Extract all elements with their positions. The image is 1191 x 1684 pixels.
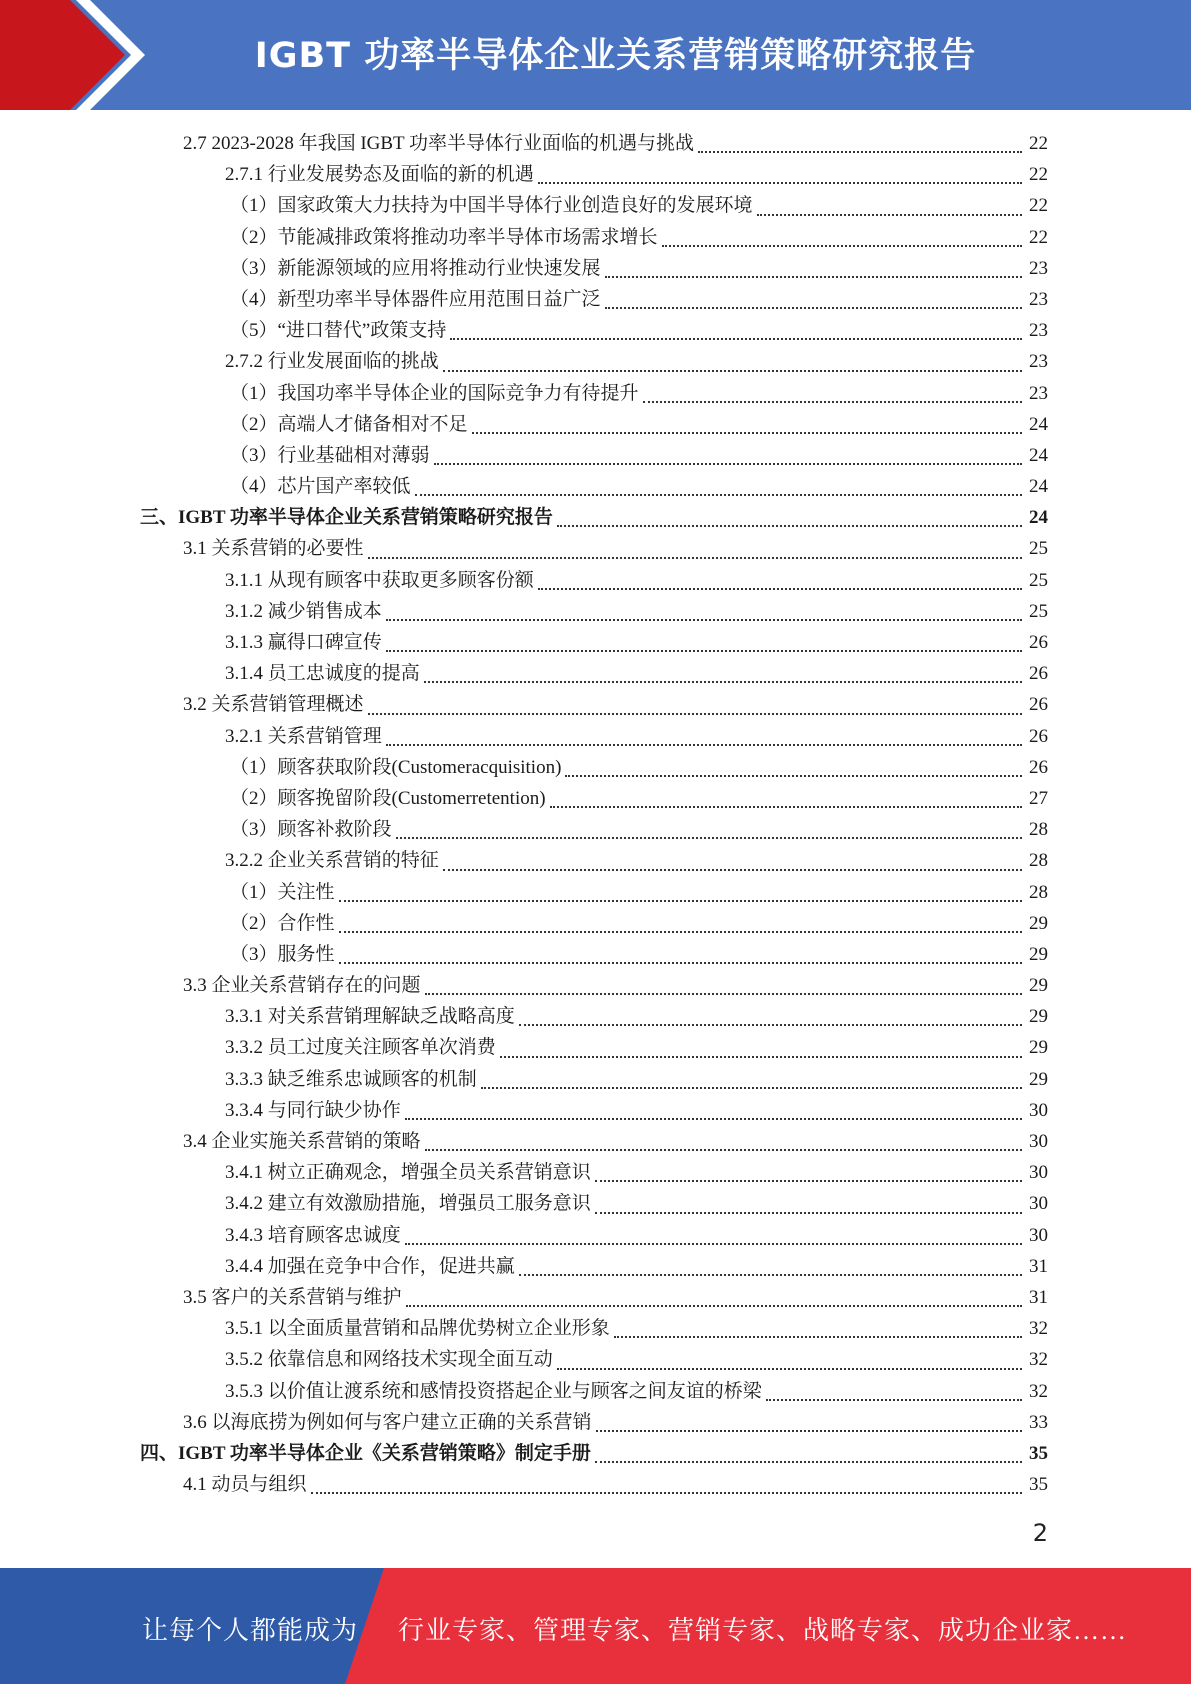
toc-entry-page: 23 (1029, 382, 1048, 404)
toc-dot-leader (557, 525, 1022, 527)
toc-entry-title: 3.3.3 缺乏维系忠诚顾客的机制 (225, 1068, 477, 1090)
toc-entry[interactable] (0, 845, 1191, 876)
toc-entry[interactable] (0, 1032, 1191, 1063)
toc-entry-title: 3.4.3 培育顾客忠诚度 (225, 1224, 401, 1246)
toc-dot-leader (757, 214, 1022, 216)
toc-dot-leader (538, 182, 1022, 184)
toc-dot-leader (368, 713, 1022, 715)
toc-entry[interactable] (0, 128, 1191, 159)
toc-entry-title: 3.1.3 赢得口碑宣传 (225, 632, 382, 653)
toc-entry-page: 26 (1029, 694, 1048, 716)
toc-entry-title: 3.5 客户的关系营销与维护 (183, 1286, 402, 1308)
toc-entry[interactable] (0, 1001, 1191, 1032)
toc-entry-title: （5）“进口替代”政策支持 (230, 320, 447, 342)
toc-dot-leader (698, 151, 1022, 153)
toc-entry[interactable] (0, 1126, 1191, 1157)
toc-entry-page: 27 (1029, 787, 1048, 809)
toc-entry-title: 3.3 企业关系营销存在的问题 (183, 975, 421, 997)
toc-entry-page: 22 (1029, 164, 1048, 186)
toc-entry-title: （1）国家政策大力扶持为中国半导体行业创造良好的发展环境 (230, 195, 753, 217)
toc-entry-title: 3.1.4 员工忠诚度的提高 (225, 663, 420, 685)
toc-entry[interactable] (0, 190, 1191, 221)
toc-dot-leader (386, 744, 1022, 746)
toc-dot-leader (425, 1149, 1022, 1151)
toc-dot-leader (596, 1430, 1022, 1432)
toc-entry-page: 29 (1029, 1037, 1048, 1059)
toc-dot-leader (450, 338, 1022, 340)
toc-entry[interactable] (0, 721, 1191, 752)
toc-dot-leader (405, 1118, 1022, 1120)
toc-entry[interactable] (0, 689, 1191, 720)
toc-entry[interactable] (0, 1157, 1191, 1188)
toc-entry-title: 3.5.2 依靠信息和网络技术实现全面互动 (225, 1349, 553, 1371)
toc-dot-leader (425, 993, 1022, 995)
toc-entry-page: 24 (1029, 444, 1048, 466)
toc-entry-page: 32 (1029, 1318, 1048, 1340)
toc-dot-leader (595, 1212, 1022, 1214)
toc-dot-leader (386, 650, 1022, 652)
toc-entry-page: 24 (1029, 507, 1048, 529)
toc-dot-leader (406, 1305, 1022, 1307)
toc-entry[interactable] (0, 315, 1191, 346)
toc-entry-page: 25 (1029, 569, 1048, 591)
toc-entry-title: 3.3.4 与同行缺少协作 (225, 1099, 401, 1121)
toc-entry[interactable] (0, 627, 1191, 658)
toc-dot-leader (557, 1368, 1022, 1370)
toc-entry-title: （1）顾客获取阶段(Customeracquisition) (230, 756, 562, 778)
toc-entry[interactable] (0, 1188, 1191, 1219)
toc-dot-leader (472, 432, 1022, 434)
toc-entry[interactable] (0, 596, 1191, 627)
toc-entry-page: 24 (1029, 476, 1048, 498)
toc-dot-leader (339, 900, 1022, 902)
table-of-contents (0, 128, 1191, 1500)
toc-dot-leader (519, 1024, 1022, 1026)
toc-entry[interactable] (0, 440, 1191, 471)
toc-entry-page: 26 (1029, 663, 1048, 685)
toc-entry[interactable] (0, 1220, 1191, 1251)
toc-dot-leader (405, 1243, 1022, 1245)
toc-dot-leader (643, 401, 1022, 403)
toc-entry-title: 3.4 企业实施关系营销的策略 (183, 1131, 421, 1152)
toc-entry-page: 26 (1029, 632, 1048, 653)
toc-dot-leader (550, 806, 1022, 808)
toc-entry[interactable] (0, 1064, 1191, 1095)
toc-entry-title: 3.4.2 建立有效激励措施，增强员工服务意识 (225, 1193, 591, 1215)
toc-entry-page: 30 (1029, 1224, 1048, 1246)
toc-entry-title: 3.1 关系营销的必要性 (183, 538, 364, 560)
toc-dot-leader (500, 1056, 1022, 1058)
toc-entry[interactable] (0, 658, 1191, 689)
toc-dot-leader (595, 1180, 1022, 1182)
toc-entry-title: （1）关注性 (230, 881, 335, 903)
toc-dot-leader (443, 370, 1022, 372)
toc-entry-page: 28 (1029, 850, 1048, 872)
toc-entry-page: 29 (1029, 912, 1048, 934)
toc-dot-leader (538, 588, 1022, 590)
toc-entry-page: 33 (1029, 1411, 1048, 1433)
toc-dot-leader (386, 619, 1022, 621)
footer-slogan-left: 让每个人都能成为 (142, 1616, 359, 1645)
toc-entry[interactable] (0, 752, 1191, 783)
toc-entry-page: 23 (1029, 257, 1048, 279)
header-band (0, 0, 1191, 110)
toc-dot-leader (595, 1461, 1022, 1463)
toc-entry[interactable] (0, 1438, 1191, 1469)
toc-entry-title: 2.7.1 行业发展势态及面临的新的机遇 (225, 164, 534, 186)
toc-entry-page: 28 (1029, 819, 1048, 841)
toc-entry-title: 2.7.2 行业发展面临的挑战 (225, 351, 439, 373)
footer-slogan-right: 行业专家、管理专家、营销专家、战略专家、成功企业家…… (398, 1616, 1128, 1645)
toc-entry[interactable] (0, 346, 1191, 377)
toc-entry[interactable] (0, 502, 1191, 533)
toc-entry-page: 35 (1029, 1442, 1048, 1464)
toc-entry[interactable] (0, 970, 1191, 1001)
toc-entry-title: 3.6 以海底捞为例如何与客户建立正确的关系营销 (183, 1411, 592, 1433)
toc-dot-leader (481, 1087, 1022, 1089)
toc-entry-page: 35 (1029, 1474, 1048, 1496)
toc-dot-leader (368, 557, 1022, 559)
toc-entry-page: 26 (1029, 756, 1048, 778)
toc-entry-title: 3.1.2 减少销售成本 (225, 600, 382, 622)
toc-dot-leader (519, 1274, 1022, 1276)
toc-entry-title: 3.3.2 员工过度关注顾客单次消费 (225, 1037, 496, 1059)
toc-dot-leader (424, 681, 1022, 683)
toc-entry[interactable] (0, 222, 1191, 253)
toc-entry-title: （2）合作性 (230, 912, 335, 934)
toc-dot-leader (339, 962, 1022, 964)
toc-entry-page: 23 (1029, 351, 1048, 373)
toc-entry-title: （3）新能源领域的应用将推动行业快速发展 (230, 257, 601, 279)
toc-entry[interactable] (0, 159, 1191, 190)
toc-entry[interactable] (0, 1282, 1191, 1313)
toc-entry-title: 3.1.1 从现有顾客中获取更多顾客份额 (225, 569, 534, 591)
toc-entry-title: （3）服务性 (230, 943, 335, 965)
toc-entry-title: （2）高端人才储备相对不足 (230, 413, 468, 435)
toc-entry-page: 29 (1029, 1006, 1048, 1028)
toc-entry-page: 29 (1029, 943, 1048, 965)
toc-dot-leader (311, 1492, 1022, 1494)
toc-entry-page: 30 (1029, 1193, 1048, 1215)
toc-entry-page: 22 (1029, 226, 1048, 248)
toc-dot-leader (662, 245, 1022, 247)
toc-entry-page: 22 (1029, 133, 1048, 154)
toc-entry-title: （2）节能减排政策将推动功率半导体市场需求增长 (230, 226, 658, 248)
toc-entry[interactable] (0, 471, 1191, 502)
toc-entry[interactable] (0, 1376, 1191, 1407)
toc-entry-title: 3.5.1 以全面质量营销和品牌优势树立企业形象 (225, 1318, 610, 1340)
toc-entry-title: 3.2.1 关系营销管理 (225, 725, 382, 747)
toc-dot-leader (396, 837, 1022, 839)
toc-entry[interactable] (0, 1469, 1191, 1500)
toc-dot-leader (434, 463, 1022, 465)
toc-entry[interactable] (0, 533, 1191, 564)
footer-band (0, 1568, 1191, 1684)
toc-entry-page: 23 (1029, 320, 1048, 342)
toc-entry[interactable] (0, 284, 1191, 315)
toc-entry-title: （2）顾客挽留阶段(Customerretention) (230, 787, 546, 809)
toc-entry-title: 3.2.2 企业关系营销的特征 (225, 850, 439, 872)
toc-dot-leader (605, 276, 1022, 278)
toc-entry-page: 26 (1029, 725, 1048, 747)
toc-entry-page: 30 (1029, 1099, 1048, 1121)
toc-entry-title: 三、IGBT 功率半导体企业关系营销策略研究报告 (140, 507, 553, 529)
toc-dot-leader (766, 1399, 1022, 1401)
toc-entry[interactable] (0, 565, 1191, 596)
toc-entry-title: 3.2 关系营销管理概述 (183, 694, 364, 716)
toc-entry-page: 28 (1029, 881, 1048, 903)
toc-entry-page: 30 (1029, 1162, 1048, 1184)
toc-entry[interactable] (0, 1251, 1191, 1282)
toc-entry[interactable] (0, 253, 1191, 284)
toc-dot-leader (614, 1336, 1022, 1338)
toc-entry-title: 2.7 2023-2028 年我国 IGBT 功率半导体行业面临的机遇与挑战 (183, 133, 695, 154)
toc-entry-page: 29 (1029, 1068, 1048, 1090)
toc-entry-page: 25 (1029, 538, 1048, 560)
toc-entry[interactable] (0, 1095, 1191, 1126)
toc-entry-page: 30 (1029, 1131, 1048, 1152)
toc-entry-title: 3.4.4 加强在竞争中合作，促进共赢 (225, 1255, 515, 1277)
toc-dot-leader (443, 869, 1022, 871)
toc-entry[interactable] (0, 1313, 1191, 1344)
toc-entry-page: 24 (1029, 413, 1048, 435)
toc-entry-page: 31 (1029, 1255, 1048, 1277)
toc-entry[interactable] (0, 409, 1191, 440)
toc-entry[interactable] (0, 783, 1191, 814)
toc-dot-leader (415, 494, 1022, 496)
toc-entry-page: 31 (1029, 1286, 1048, 1308)
toc-entry[interactable] (0, 939, 1191, 970)
toc-dot-leader (339, 931, 1022, 933)
toc-entry-page: 32 (1029, 1349, 1048, 1371)
toc-entry[interactable] (0, 877, 1191, 908)
toc-entry-title: （3）行业基础相对薄弱 (230, 444, 430, 466)
toc-entry-page: 22 (1029, 195, 1048, 217)
toc-entry-title: （1）我国功率半导体企业的国际竞争力有待提升 (230, 382, 639, 404)
toc-entry[interactable] (0, 1344, 1191, 1375)
toc-entry[interactable] (0, 814, 1191, 845)
toc-entry[interactable] (0, 378, 1191, 409)
toc-dot-leader (605, 307, 1022, 309)
toc-entry-title: 4.1 动员与组织 (183, 1474, 307, 1496)
toc-entry-page: 25 (1029, 600, 1048, 622)
toc-entry-title: 3.3.1 对关系营销理解缺乏战略高度 (225, 1006, 515, 1028)
toc-entry-page: 23 (1029, 288, 1048, 310)
toc-entry-title: （4）芯片国产率较低 (230, 476, 411, 498)
page-title: IGBT 功率半导体企业关系营销策略研究报告 (254, 36, 977, 76)
toc-dot-leader (565, 775, 1022, 777)
toc-entry[interactable] (0, 1407, 1191, 1438)
toc-entry[interactable] (0, 908, 1191, 939)
toc-entry-title: （4）新型功率半导体器件应用范围日益广泛 (230, 288, 601, 310)
toc-entry-page: 29 (1029, 975, 1048, 997)
page-number: 2 (1032, 1519, 1048, 1547)
toc-entry-title: 四、IGBT 功率半导体企业《关系营销策略》制定手册 (140, 1442, 591, 1464)
toc-entry-title: 3.5.3 以价值让渡系统和感情投资搭起企业与顾客之间友谊的桥梁 (225, 1380, 762, 1402)
toc-entry-page: 32 (1029, 1380, 1048, 1402)
toc-entry-title: （3）顾客补救阶段 (230, 819, 392, 841)
toc-entry-title: 3.4.1 树立正确观念，增强全员关系营销意识 (225, 1162, 591, 1184)
